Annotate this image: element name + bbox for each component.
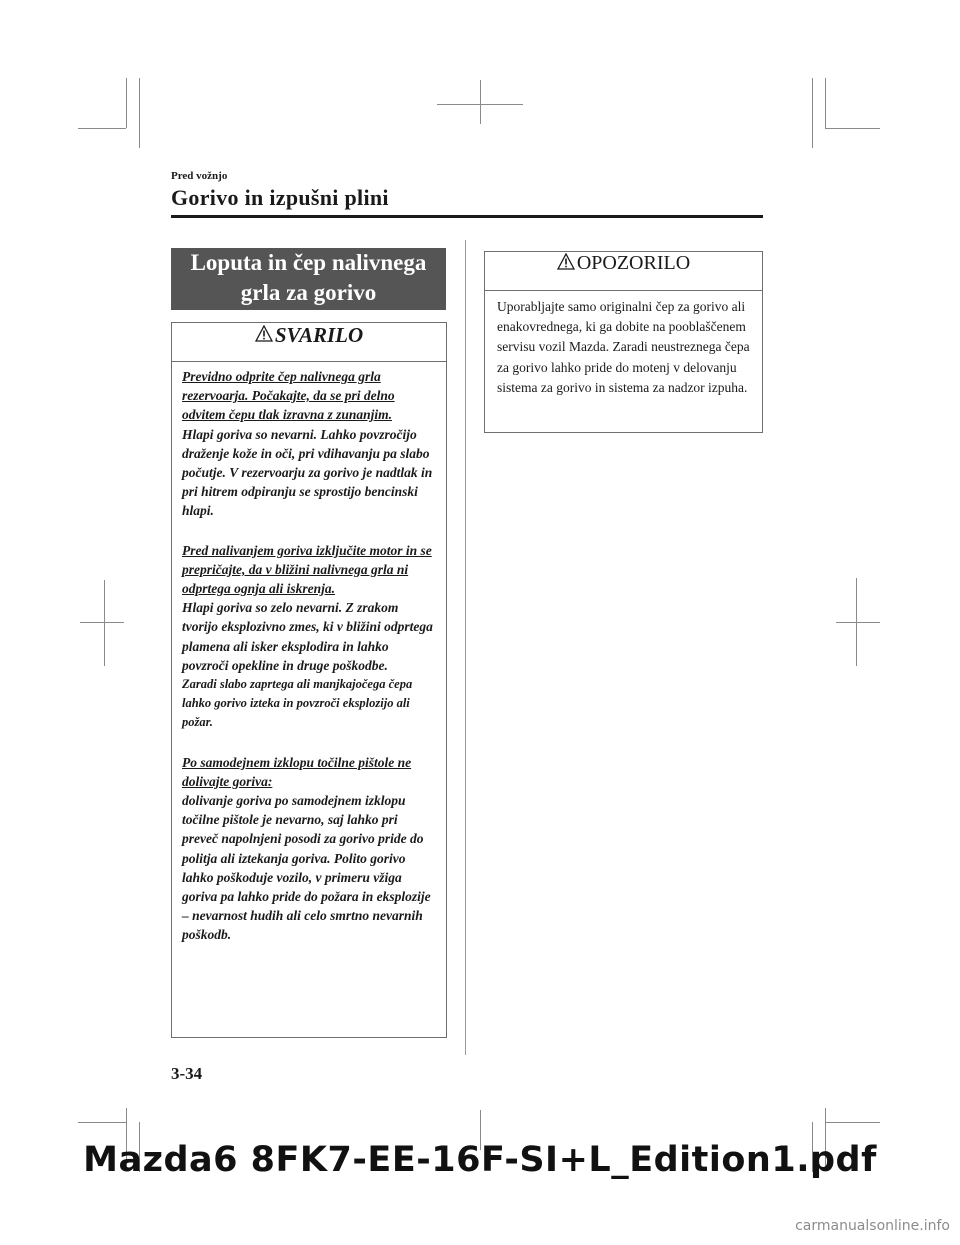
- page-title: Gorivo in izpušni plini: [171, 185, 389, 210]
- column-divider: [465, 240, 466, 1055]
- registration-mark: [104, 580, 105, 666]
- caution-header: [172, 323, 446, 359]
- crop-mark: [825, 128, 880, 129]
- section-banner: [171, 248, 446, 310]
- caution-p2-extra: Zaradi slabo zaprtega ali manjkajočega čepa lahko gorivo izteka in povzroči eksplozijo ali požar.: [182, 677, 413, 730]
- caution-p2-body: Hlapi goriva so zelo nevarni. Z zrakom tvorijo eksplozivno zmes, ki v bližini odprtega plamena ali isker eksplodira in lahko povzroči opekline in druge poškodbe.: [182, 600, 433, 673]
- caution-p3-body: dolivanje goriva po samodejnem izklopu točilne pištole je nevarno, saj lahko pri preveč napolnjeni posodi za gorivo pride do politja ali iztekanja goriva. Polito gorivo lahko poškoduje vozilo, v primeru vžiga goriva pa lahko pride do požara in eksplozije – nevarnost hudih ali celo smrtno nevarnih poškodb.: [182, 793, 431, 943]
- caution-p3-head: Po samodejnem izklopu točilne pištole ne dolivajte goriva:: [182, 754, 412, 789]
- crop-mark: [78, 1122, 126, 1123]
- caution-p1-head: Previdno odprite čep nalivnega grla rezervoarja. Počakajte, da se pri delno odvitem čepu tlak izravna z zunanjim.: [182, 369, 395, 423]
- crop-mark: [825, 78, 826, 128]
- registration-mark: [856, 578, 857, 666]
- caution-box: [171, 322, 447, 1038]
- warning-body: [497, 297, 753, 398]
- caution-title: SVARILO: [274, 323, 364, 347]
- caution-p2-head: Pred nalivanjem goriva izključite motor in se prepričajte, da v bližini nalivnega grla ni odprtega ognja ali iskrenja.: [182, 542, 432, 597]
- crop-mark: [139, 78, 140, 148]
- banner-line-2: grla za gorivo: [240, 280, 377, 305]
- registration-mark: [80, 622, 124, 623]
- page-number: 3-34: [171, 1064, 203, 1083]
- crop-mark: [812, 78, 813, 148]
- warning-box: [484, 251, 763, 433]
- crop-mark: [825, 1122, 880, 1123]
- pdf-filename: Mazda6 8FK7-EE-16F-SI+L_Edition1.pdf: [83, 1140, 877, 1180]
- warning-triangle-icon: [255, 325, 273, 347]
- warning-triangle-icon: [557, 253, 575, 275]
- registration-mark: [480, 80, 481, 124]
- warning-header: [485, 252, 762, 288]
- caution-p1-body: Hlapi goriva so nevarni. Lahko povzročijo draženje kože in oči, pri vdihavanju pa slabo počutje. V rezervoarju za gorivo je nadtlak in pri hitrem odpiranju se sprostijo bencinski hlapi.: [182, 426, 433, 519]
- warning-title: OPOZORILO: [576, 252, 691, 274]
- section-label: Pred vožnjo: [171, 170, 228, 182]
- crop-mark: [126, 78, 127, 128]
- warning-text: Uporabljajte samo originalni čep za gorivo ali enakovrednega, ki ga dobite na pooblaščenem servisu vozil Mazda. Zaradi neustreznega čepa za gorivo lahko pride do motenj v delovanju sistema za gorivo in sistema za nadzor izpuha.: [497, 299, 750, 395]
- watermark-link[interactable]: carmanualsonline.info: [795, 1218, 950, 1234]
- registration-mark: [836, 622, 880, 623]
- crop-mark: [78, 128, 126, 129]
- caution-header-rule: [172, 361, 446, 362]
- caution-body: [182, 367, 436, 945]
- banner-line-1: Loputa in čep nalivnega: [190, 250, 427, 275]
- warning-header-rule: [485, 290, 762, 291]
- title-rule: [171, 215, 763, 218]
